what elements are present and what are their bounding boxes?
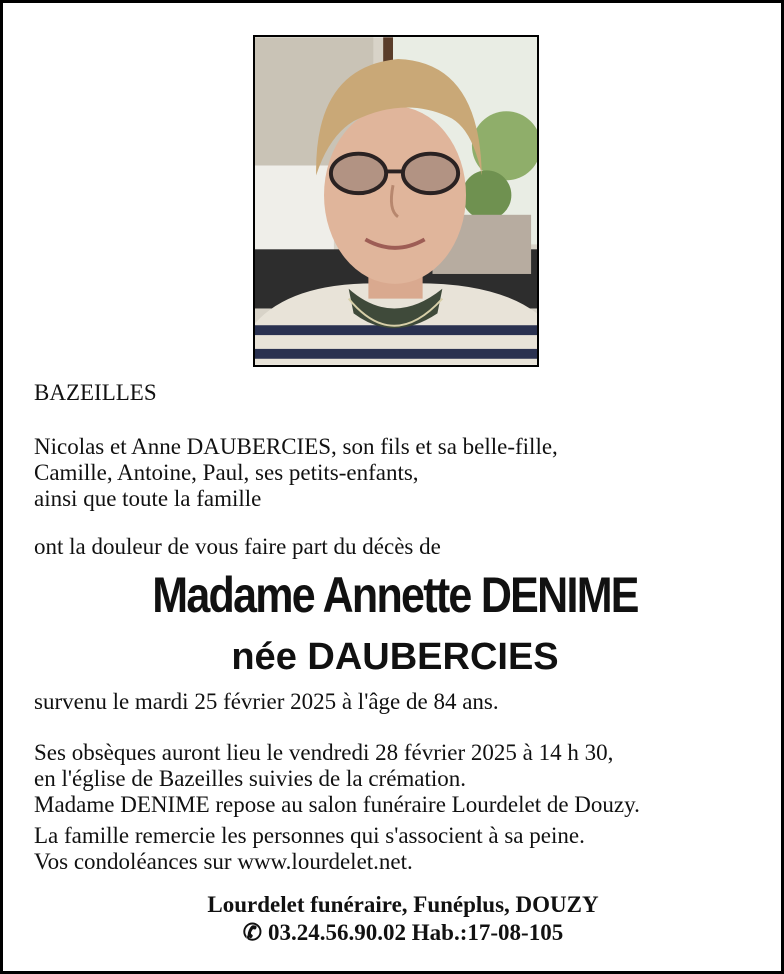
thanks-message — [34, 823, 585, 875]
contact-line — [11, 919, 784, 947]
town-name: BAZEILLES — [34, 380, 157, 405]
death-details: survenu le mardi 25 février 2025 à l'âge de 84 ans. — [34, 689, 499, 714]
thanks-line: La famille remercie les personnes qui s'associent à sa peine. — [34, 823, 585, 848]
deceased-name: Madame Annette DENIME — [152, 567, 638, 623]
announcement-intro: ont la douleur de vous faire part du décès de — [34, 534, 441, 559]
phone-icon: ✆ — [242, 920, 263, 945]
condolences-line: Vos condoléances sur www.lourdelet.net. — [34, 849, 413, 874]
funeral-line: Ses obsèques auront lieu le vendredi 28 février 2025 à 14 h 30, — [34, 740, 614, 765]
family-line: Nicolas et Anne DAUBERCIES, son fils et sa belle-fille, — [34, 434, 558, 459]
maiden-name: née DAUBERCIES — [231, 636, 559, 678]
funeral-home-footer — [11, 891, 784, 947]
portrait-image — [255, 37, 537, 365]
phone-number: 03.24.56.90.02 Hab.:17-08-105 — [268, 920, 564, 945]
family-announcers — [34, 434, 558, 512]
funeral-home-name: Lourdelet funéraire, Funéplus, DOUZY — [207, 892, 599, 917]
funeral-line: en l'église de Bazeilles suivies de la crémation. — [34, 766, 467, 791]
portrait-photo — [253, 35, 539, 367]
family-line: Camille, Antoine, Paul, ses petits-enfants, — [34, 460, 419, 485]
funeral-line: Madame DENIME repose au salon funéraire Lourdelet de Douzy. — [34, 792, 640, 817]
funeral-details — [34, 740, 640, 818]
family-line: ainsi que toute la famille — [34, 486, 262, 511]
